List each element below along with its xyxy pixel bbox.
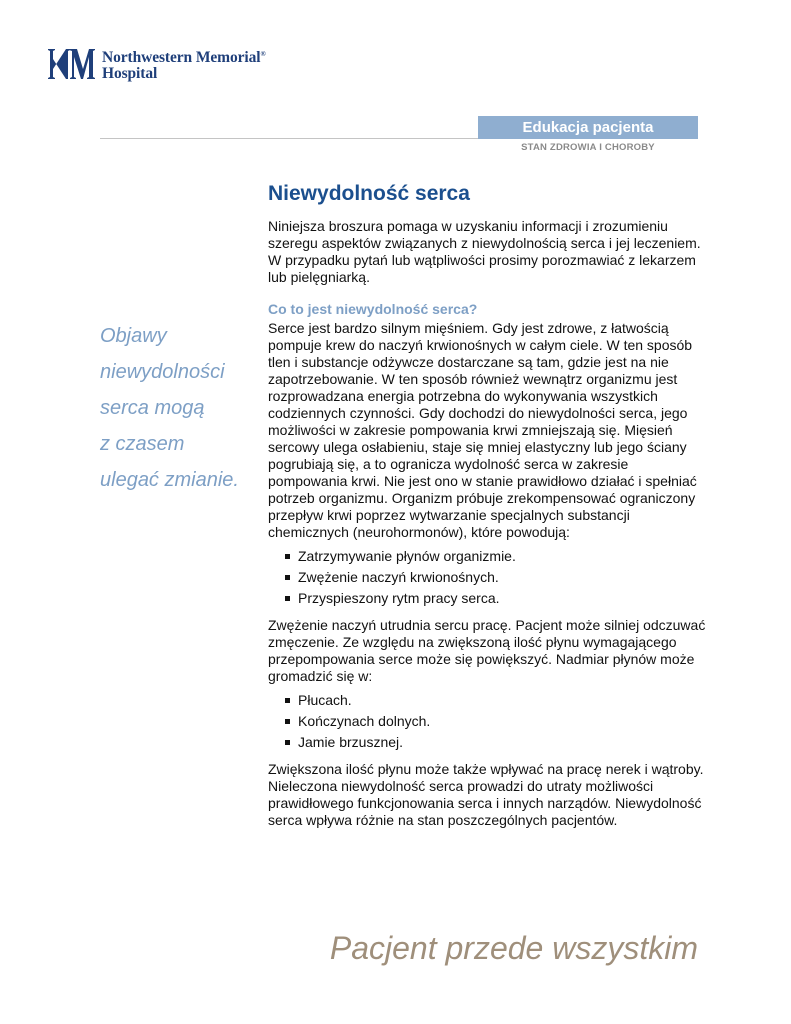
effects-list bbox=[268, 546, 708, 609]
hospital-name-line1: Northwestern Memorial bbox=[102, 49, 261, 66]
hospital-name bbox=[102, 46, 266, 82]
list-item: Zwężenie naczyń krwionośnych. bbox=[268, 567, 708, 588]
body-paragraph-1: Serce jest bardzo silnym mięśniem. Gdy jest zdrowe, z łatwością pompuje krew do naczyń krwionośnych w całym ciele. W ten sposób tlen i substancje odżywcze dostarczane są tam, gdzie jest na nie zapotrzebowanie. W ten sposób również wewnątrz organizmu jest rozprowadzana energia potrzebna do wykonywania wszystkich codziennych czynności. Gdy dochodzi do niewydolności serca, jego możliwości w zakresie pompowania krwi zmniejszają się. Mięsień sercowy ulega osłabieniu, staje się mniej elastyczny lub jego ściany pogrubiają się, a to ogranicza wydolność serca w zakresie pompowania krwi. Nie jest ono w stanie prawidłowo działać i spełniać potrzeb organizmu. Organizm próbuje zrekompensować ograniczony przepływ krwi poprzez wytwarzanie specjalnych substancji chemicznych (neurohormonów), które powodują: bbox=[268, 320, 697, 540]
nm-logo-icon bbox=[46, 47, 96, 81]
page-title: Niewydolność serca bbox=[268, 182, 470, 205]
quote-line: Objawy bbox=[100, 325, 167, 347]
quote-line: niewydolności bbox=[100, 361, 225, 383]
category-label: Edukacja pacjenta bbox=[478, 116, 698, 139]
fluid-locations-list bbox=[268, 690, 708, 753]
body-paragraph-2: Zwężenie naczyń utrudnia sercu pracę. Pacjent może silniej odczuwać zmęczenie. Ze względu na zwiększoną ilość płynu wymagającego przepompowania serce może się powiększyć. Nadmiar płynów może gromadzić się w: bbox=[268, 617, 706, 684]
quote-line: z czasem bbox=[100, 433, 185, 455]
hospital-logo bbox=[46, 44, 266, 84]
quote-line: ulegać zmianie. bbox=[100, 469, 239, 491]
quote-line: serca mogą bbox=[100, 397, 205, 419]
list-item: Przyspieszony rytm pracy serca. bbox=[268, 588, 708, 609]
subcategory-label: STAN ZDROWIA I CHOROBY bbox=[521, 142, 655, 153]
hospital-name-line2: Hospital bbox=[102, 65, 158, 82]
section-heading: Co to jest niewydolność serca? bbox=[268, 301, 478, 317]
sidebar-pull-quote bbox=[100, 318, 260, 498]
main-content bbox=[268, 180, 708, 829]
registered-mark: ® bbox=[260, 50, 266, 58]
list-item: Płucach. bbox=[268, 690, 708, 711]
body-paragraph-3: Zwiększona ilość płynu może także wpływać na pracę nerek i wątroby. Nieleczona niewydolność serca prowadzi do utraty możliwości prawidłowego funkcjonowania serca i innych narządów. Niewydolność serca wpływa różnie na stan poszczególnych pacjentów. bbox=[268, 761, 704, 828]
list-item: Jamie brzusznej. bbox=[268, 732, 708, 753]
list-item: Kończynach dolnych. bbox=[268, 711, 708, 732]
intro-paragraph: Niniejsza broszura pomaga w uzyskaniu informacji i zrozumieniu szeregu aspektów związanych z niewydolnością serca i jej leczeniem. W przypadku pytań lub wątpliwości prosimy porozmawiać z lekarzem lub pielęgniarką. bbox=[268, 218, 701, 285]
footer-tagline: Pacjent przede wszystkim bbox=[329, 930, 698, 966]
list-item: Zatrzymywanie płynów organizmie. bbox=[268, 546, 708, 567]
